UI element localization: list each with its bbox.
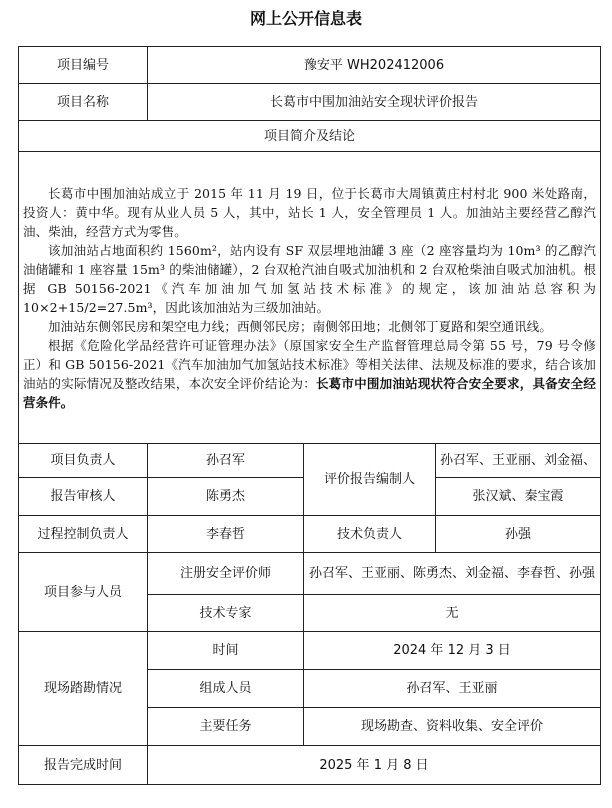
tech-value: 孙强 <box>436 516 601 553</box>
compiler-value-line1: 孙召军、王亚丽、刘金福、 <box>436 444 601 478</box>
leader-label: 项目负责人 <box>19 444 148 478</box>
evaluator-label: 注册安全评价师 <box>148 553 304 595</box>
summary-body-row <box>19 152 601 444</box>
tech-label: 技术负责人 <box>304 516 436 553</box>
process-value: 李春哲 <box>148 516 304 553</box>
summary-paragraph-2: 该加油站占地面积约 1560m²，站内设有 SF 双层埋地油罐 3 座（2 座容量均为 10m³ 的乙醇汽油储罐和 1 座容量 15m³ 的柴油储罐），2 台双枪汽油自吸式加油机和 2 台双枪柴油自吸式加油机。根据 GB 50156-2021《汽车加油加气加氢站技术标准》的规定，该加油站总容积为 10×2+15/2=27.5m³，因此该加油站为三级加油站。 <box>23 242 596 315</box>
completion-label: 报告完成时间 <box>19 746 148 785</box>
summary-paragraph-4-text: 根据《危险化学品经营许可证管理办法》（原国家安全生产监督管理总局令第 55 号，79 号令修正）和 GB 50156-2021《汽车加油加气加氢站技术标准》等相关法律、法规及标准的要求，结合该加油站的实际情况及整改结果，本次安全评价结论为： <box>23 337 596 391</box>
project-name-value: 长葛市中围加油站安全现状评价报告 <box>148 84 601 121</box>
evaluator-row <box>19 553 601 595</box>
project-name-label: 项目名称 <box>19 84 148 121</box>
expert-value: 无 <box>304 595 601 632</box>
reviewer-label: 报告审核人 <box>19 478 148 516</box>
survey-label: 现场踏勘情况 <box>19 632 148 746</box>
reviewer-value: 陈勇杰 <box>148 478 304 516</box>
info-table <box>18 46 601 785</box>
document-title: 网上公开信息表 <box>249 9 362 28</box>
survey-time-value: 2024 年 12 月 3 日 <box>304 632 601 670</box>
summary-paragraph-1: 长葛市中围加油站成立于 2015 年 11 月 19 日，位于长葛市大周镇黄庄村村北 900 米处路南，投资人：黄中华。现有从业人员 5 人，其中，站长 1 人，安全管理员 1 人。加油站主要经营乙醇汽油、柴油，经营方式为零售。 <box>23 185 596 239</box>
project-name-row <box>19 84 601 121</box>
leader-value: 孙召军 <box>148 444 304 478</box>
expert-label: 技术专家 <box>148 595 304 632</box>
project-number-label: 项目编号 <box>19 47 148 84</box>
evaluator-value: 孙召军、王亚丽、陈勇杰、刘金福、李春哲、孙强 <box>304 553 601 595</box>
project-number-value: 豫安平 WH202412006 <box>148 47 601 84</box>
leader-row <box>19 444 601 478</box>
process-row <box>19 516 601 553</box>
survey-time-label: 时间 <box>148 632 304 670</box>
summary-paragraph-4 <box>23 336 596 412</box>
participants-label: 项目参与人员 <box>19 553 148 632</box>
completion-row <box>19 746 601 785</box>
completion-value: 2025 年 1 月 8 日 <box>148 746 601 785</box>
survey-tasks-label: 主要任务 <box>148 708 304 746</box>
summary-paragraph-3: 加油站东侧邻民房和架空电力线；西侧邻民房；南侧邻田地；北侧邻丁夏路和架空通讯线。 <box>48 318 553 334</box>
survey-tasks-value: 现场勘查、资料收集、安全评价 <box>304 708 601 746</box>
process-label: 过程控制负责人 <box>19 516 148 553</box>
survey-time-row <box>19 632 601 670</box>
compiler-label: 评价报告编制人 <box>304 444 436 516</box>
summary-heading: 项目简介及结论 <box>19 121 601 152</box>
summary-body <box>19 152 601 444</box>
summary-conclusion: 长葛市中围加油站现状符合安全要求，具备安全经营条件。 <box>23 375 596 410</box>
compiler-value-line2: 张汉斌、秦宝霞 <box>436 478 601 516</box>
project-number-row <box>19 47 601 84</box>
survey-members-label: 组成人员 <box>148 670 304 708</box>
summary-heading-row <box>19 121 601 152</box>
survey-members-value: 孙召军、王亚丽 <box>304 670 601 708</box>
